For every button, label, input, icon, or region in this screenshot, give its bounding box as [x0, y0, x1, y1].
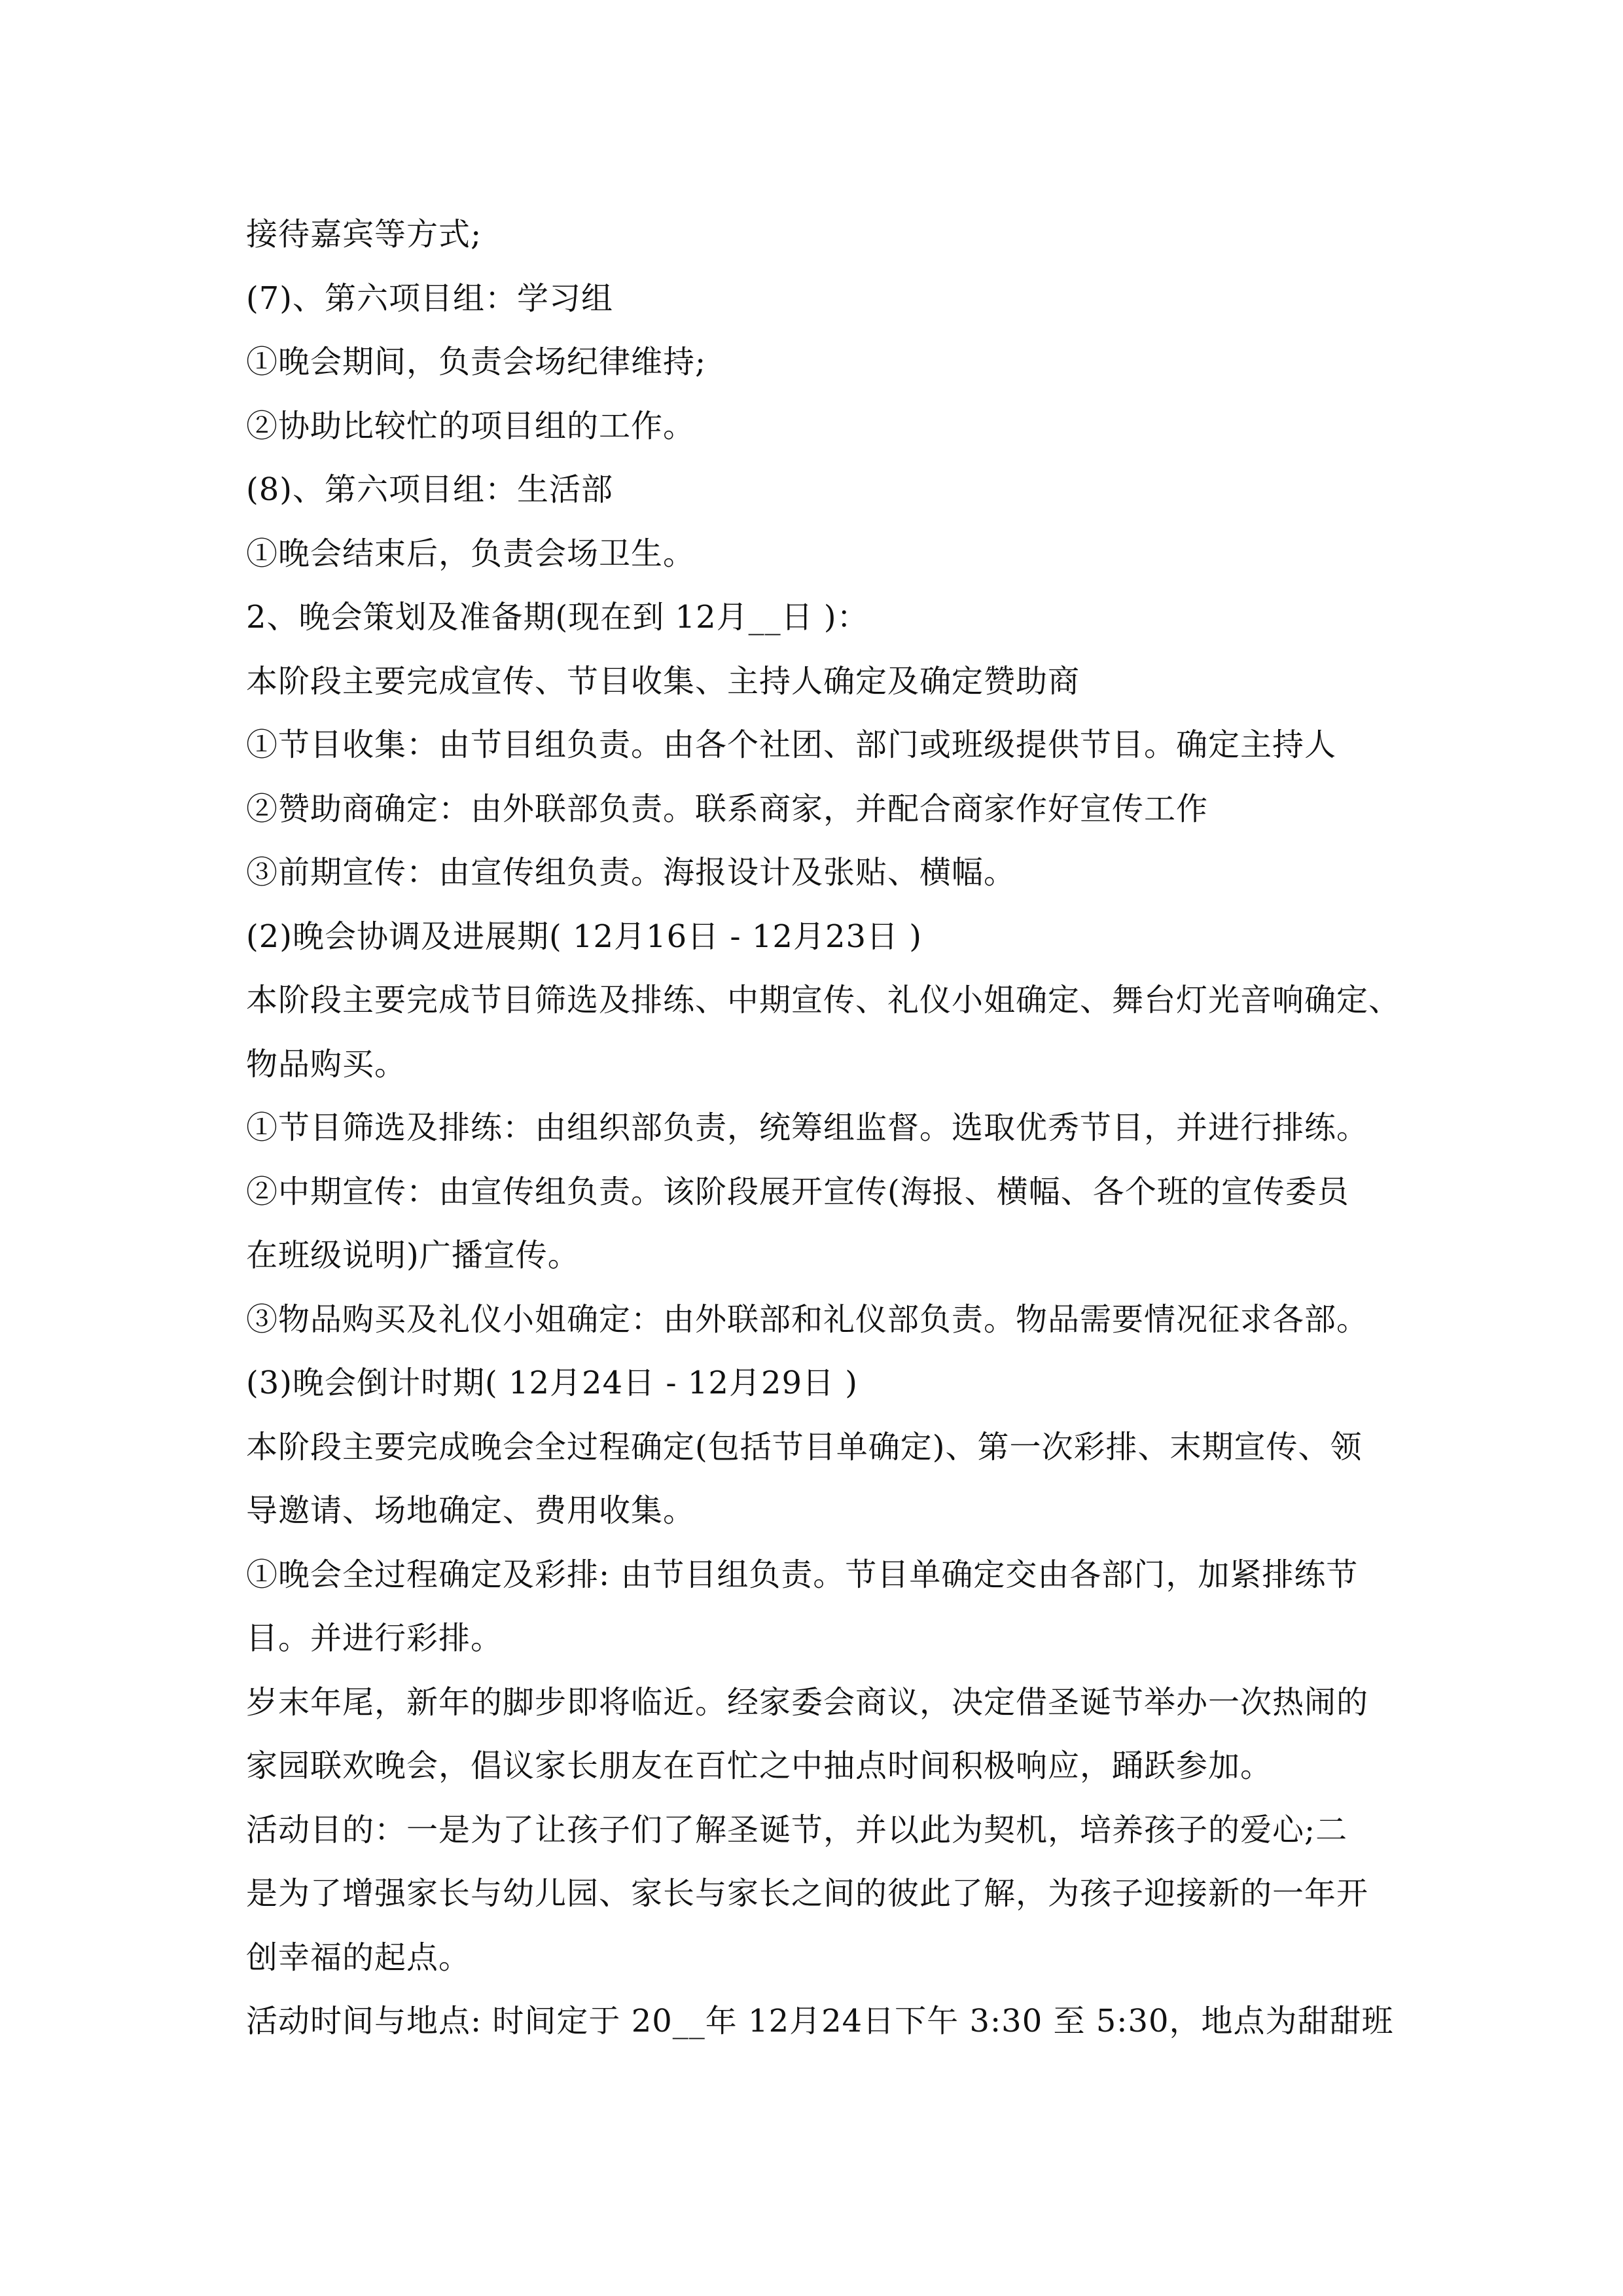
- text-line: 导邀请、场地确定、费用收集。: [246, 1492, 696, 1529]
- document-body: [246, 203, 1418, 2054]
- text-line: ①晚会结束后，负责会场卫生。: [246, 535, 696, 572]
- text-line: ②中期宣传：由宣传组负责。该阶段展开宣传(海报、横幅、各个班的宣传委员: [246, 1173, 1349, 1210]
- text-line: 本阶段主要完成节目筛选及排练、中期宣传、礼仪小姐确定、舞台灯光音响确定、: [246, 982, 1401, 1018]
- text-line: 2、晚会策划及准备期(现在到 12月__日 )：: [246, 599, 869, 636]
- text-line: ①节目收集：由节目组负责。由各个社团、部门或班级提供节目。确定主持人: [246, 726, 1337, 763]
- text-line: 目。并进行彩排。: [246, 1620, 503, 1657]
- text-line: 活动时间与地点: 时间定于 20__年 12月24日下午 3:30 至 5:30，地点为甜甜班: [246, 2003, 1394, 2039]
- text-line: 岁末年尾，新年的脚步即将临近。经家委会商议，决定借圣诞节举办一次热闹的: [246, 1683, 1369, 1721]
- text-line: 本阶段主要完成晚会全过程确定(包括节目单确定)、第一次彩排、末期宣传、领: [246, 1428, 1363, 1465]
- text-line: (7)、第六项目组：学习组: [246, 279, 613, 317]
- text-line: ③前期宣传：由宣传组负责。海报设计及张贴、横幅。: [246, 854, 1016, 891]
- text-line: 在班级说明)广播宣传。: [246, 1237, 580, 1274]
- text-line: (2)晚会协调及进展期( 12月16日 - 12月23日 ): [246, 918, 923, 955]
- text-line: ②赞助商确定：由外联部负责。联系商家，并配合商家作好宣传工作: [246, 790, 1209, 827]
- text-line: 物品购买。: [246, 1045, 407, 1083]
- text-line: 接待嘉宾等方式;: [246, 216, 482, 253]
- text-line: 活动目的：一是为了让孩子们了解圣诞节，并以此为契机，培养孩子的爱心;二: [246, 1811, 1348, 1848]
- text-line: ①晚会全过程确定及彩排: 由节目组负责。节目单确定交由各部门，加紧排练节: [246, 1556, 1359, 1593]
- text-line: 家园联欢晚会，倡议家长朋友在百忙之中抽点时间积极响应，踊跃参加。: [246, 1748, 1273, 1784]
- text-line: ③物品购买及礼仪小姐确定：由外联部和礼仪部负责。物品需要情况征求各部。: [246, 1300, 1369, 1338]
- text-line: 是为了增强家长与幼儿园、家长与家长之间的彼此了解，为孩子迎接新的一年开: [246, 1875, 1369, 1912]
- text-line: ①节目筛选及排练：由组织部负责，统筹组监督。选取优秀节目，并进行排练。: [246, 1109, 1369, 1146]
- text-line: (3)晚会倒计时期( 12月24日 - 12月29日 ): [246, 1365, 859, 1401]
- text-line: 创幸福的起点。: [246, 1939, 471, 1976]
- text-line: ②协助比较忙的项目组的工作。: [246, 407, 696, 444]
- text-line: 本阶段主要完成宣传、节目收集、主持人确定及确定赞助商: [246, 662, 1080, 700]
- text-line: ①晚会期间，负责会场纪律维持;: [246, 344, 707, 380]
- text-line: (8)、第六项目组：生活部: [246, 471, 613, 508]
